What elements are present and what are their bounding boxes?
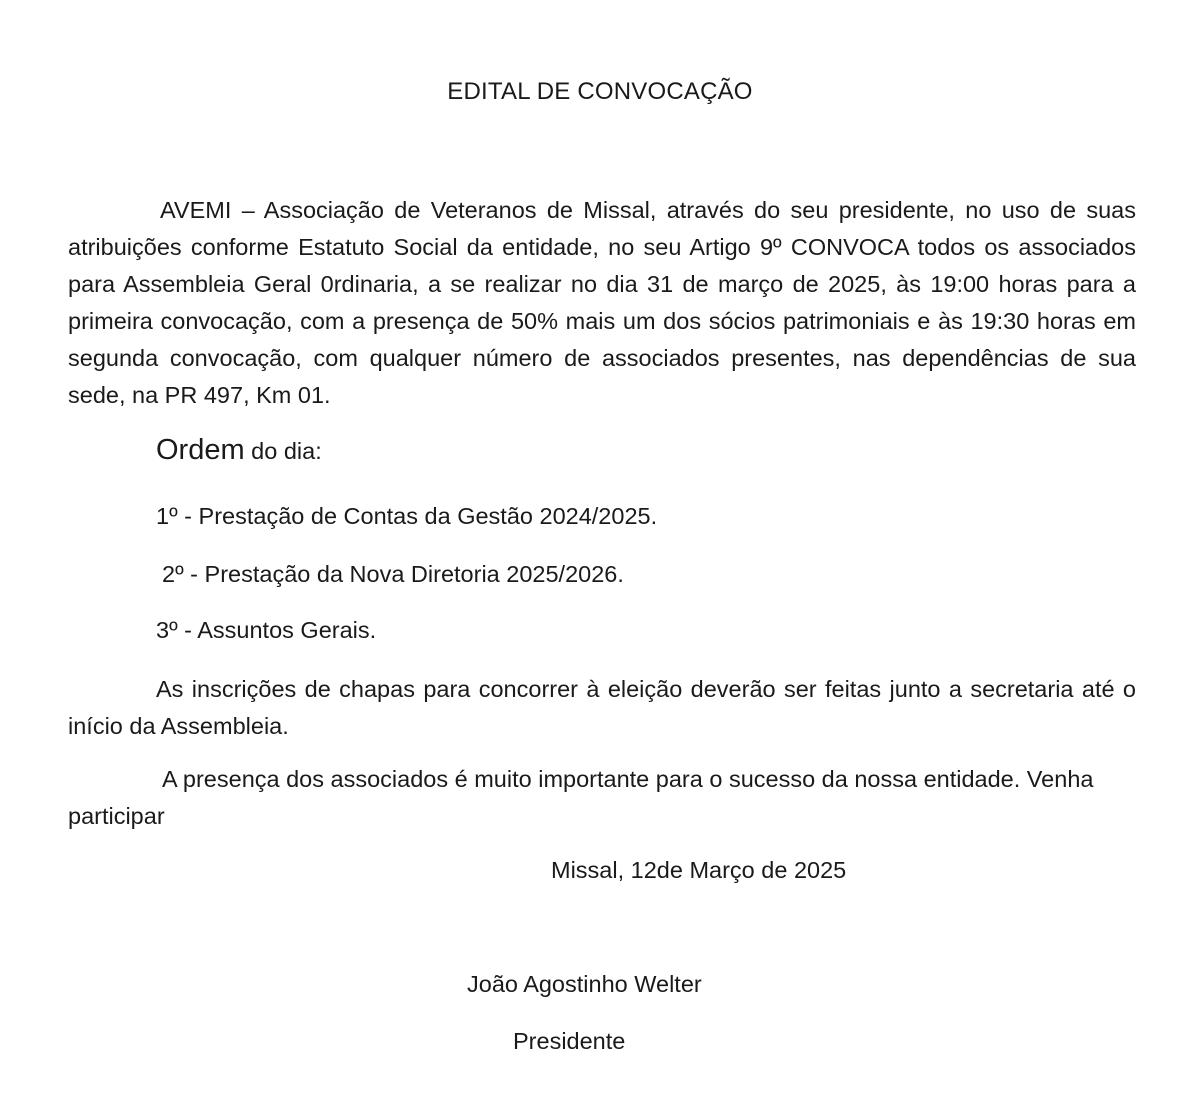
agenda-heading	[156, 434, 322, 467]
intro-paragraph: AVEMI – Associação de Veteranos de Missal, através do seu presidente, no uso de suas atribuições conforme Estatuto Social da entidade, no seu Artigo 9º CONVOCA todos os associados para Assembleia Geral 0rdinaria, a se realizar no dia 31 de março de 2025, às 19:00 horas para a primeira convocação, com a presença de 50% mais um dos sócios patrimoniais e às 19:30 horas em segunda convocação, com qualquer número de associados presentes, nas dependências de sua sede, na PR 497, Km 01.	[68, 197, 1136, 408]
agenda-item: 3º - Assuntos Gerais.	[156, 617, 377, 643]
agenda-item: 2º - Prestação da Nova Diretoria 2025/2026.	[162, 561, 624, 587]
agenda-heading-word: Ordem	[156, 434, 245, 466]
signatory-name: João Agostinho Welter	[467, 971, 702, 997]
registration-paragraph: As inscrições de chapas para concorrer à eleição deverão ser feitas junto a secretaria até o início da Assembleia.	[68, 676, 1136, 739]
place-date: Missal, 12de Março de 2025	[551, 857, 847, 883]
closing-paragraph: A presença dos associados é muito importante para o sucesso da nossa entidade. Venha participar	[68, 766, 1094, 829]
document-title: EDITAL DE CONVOCAÇÃO	[447, 78, 753, 105]
agenda-item: 1º - Prestação de Contas da Gestão 2024/2025.	[156, 503, 658, 529]
signatory-role: Presidente	[513, 1028, 626, 1054]
agenda-heading-rest: do dia:	[244, 438, 322, 464]
